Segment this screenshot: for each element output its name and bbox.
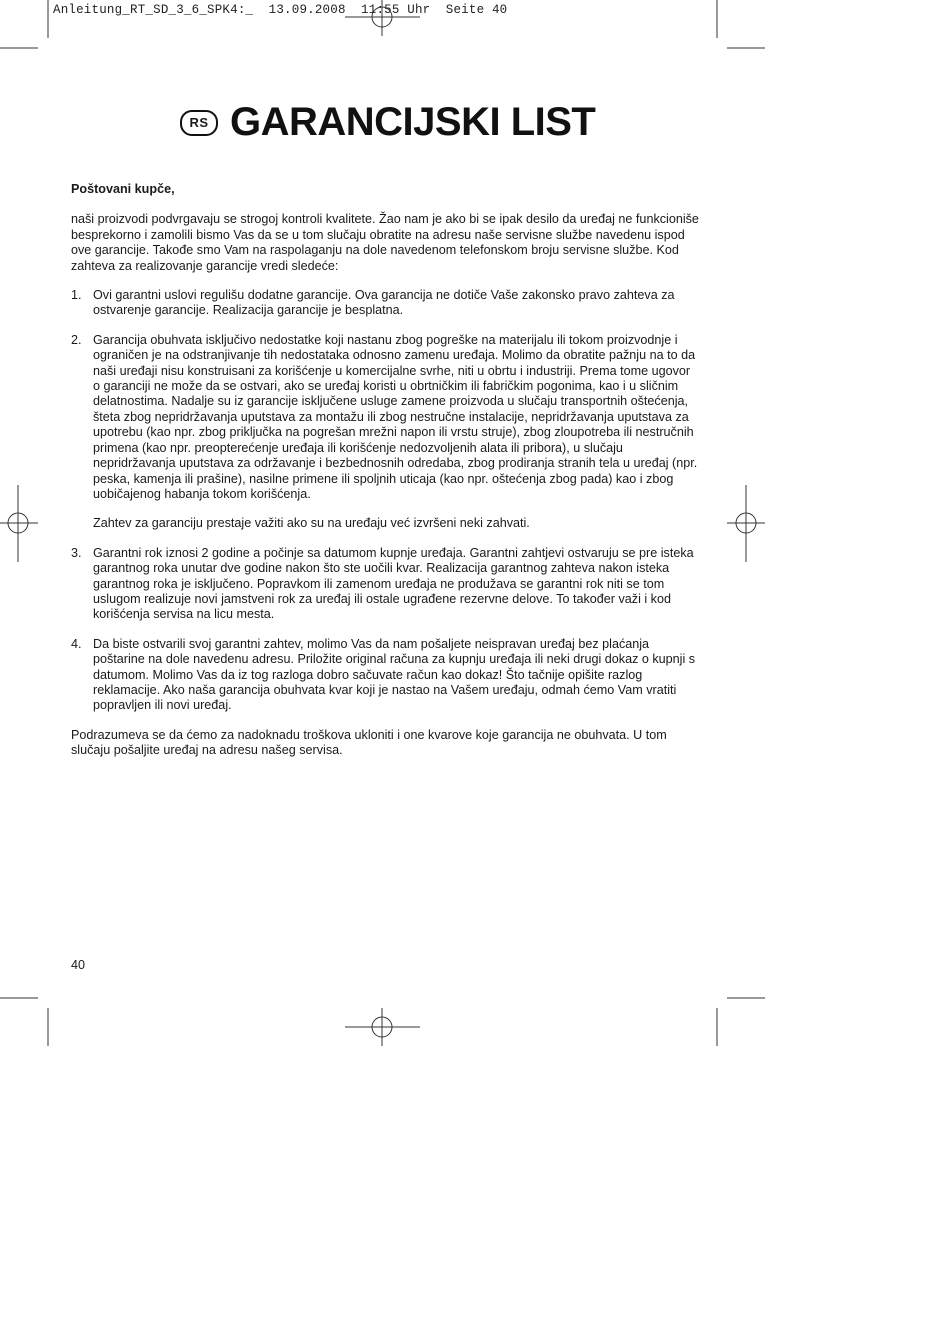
closing-paragraph: Podrazumeva se da ćemo za nadoknadu troškova ukloniti i one kvarove koje garancija ne obuhvata. U tom slučaju pošaljite uređaj na adresu našeg servisa. [71,727,667,758]
list-item-number: 2. [71,332,82,347]
title-block [180,100,595,145]
page-number: 40 [71,958,86,972]
list-item-text: Garancija obuhvata isključivo nedostatke koji nastanu zbog pogreške na materijalu ili tokom proizvodnje i ograničen je na odstranjivanje tih nedostataka odnosno zamenu uređaja. Molimo da obratite pažnju na to da naši uređaji nisu konstruisani za korišćenje u komercijalne svrhe, niti u obrtu i industriji. Prema tome ugovor o garanciji ne može da se ostvari, ako se uređaj koristi u obrtničkim ili fabričkim pogonima, kao i u sličnim delatnostima. Nadalje su iz garancije isključene usluge zamene proizvoda u slučaju transportnih oštećenja, šteta zbog nepridržavanja uputstava za montažu ili zbog nestručne instalacije, nepridržavanja uputstava za upotrebu (kao npr. zbog priključka na pogrešan mrežni napon ili vrstu struje), zbog zloupotreba ili nestručnih primena (kao npr. preopterećenje uređaja ili korišćenje nedozvoljenih alata ili pribora), u slučaju nepridržavanja uputstava za održavanje i bezbednosnih odredaba, zbog prodiranja stranih tela u uređaj (npr. peska, kamenja ili prašine), nasilne primene ili spoljnih uticaja (kao npr. oštećenja zbog pada) kao i zbog uobičajenog habanja tokom korišćenja. [93,332,698,501]
page-title: GARANCIJSKI LIST [230,100,596,144]
list-item-text: Zahtev za garanciju prestaje važiti ako su na uređaju već izvršeni neki zahvati. [93,516,530,531]
list-item-text: Da biste ostvarili svoj garantni zahtev, molimo Vas da nam pošaljete neispravan uređaj bez plaćanja poštarine na dole navedenu adresu. Priložite original računa za kupnju uređaja ili neki drugi dokaz o kupnji s datumom. Molimo Vas da iz tog razloga dobro sačuvate račun kao dokaz! Što tačnije opišite razlog reklamacije. Ako naša garancija obuhvata kvar koji je nastao na Vašem uređaju, odmah ćemo Vam vratiti popravljen ili novi uređaj. [93,636,696,713]
list-item [71,288,699,319]
warranty-text [71,182,699,773]
list-item [71,333,699,532]
list-item-text: Garantni rok iznosi 2 godine a počinje sa datumom kupnje uređaja. Garantni zahtjevi ostvaruju se pre isteka garantnog roka unutar dve godine nakon što ste uočili kvar. Realizacija garantnog zahteva nakon isteka garantnog roka je isključeno. Popravkom ili zamenom uređaja ne produžava se garantni rok niti se tom uslugom realizuje novi jamstveni rok za uređaj ili ostale ugrađene rezervne delove. To također važi i kod korišćenja servisa na licu mesta. [93,545,694,622]
list-item-number: 1. [71,288,82,303]
print-slug: Anleitung_RT_SD_3_6_SPK4:_ 13.09.2008 11:55 Uhr Seite 40 [53,3,508,17]
intro-paragraph: naši proizvodi podvrgavaju se strogoj kontroli kvalitete. Žao nam je ako bi se ipak desilo da uređaj ne funkcioniše besprekorno i zamolili bismo Vas da se u tom slučaju obratite na adresu naše servisne službe navedenu ispod ove garancije. Takođe smo Vam na raspolaganju na dole navedenom telefonskom broju servisne službe. Kod zahteva za realizovanje garancije vredi sledeće: [71,212,699,273]
list-item [71,546,699,623]
list-item [71,637,699,714]
list-item-number: 4. [71,636,82,651]
salutation: Poštovani kupče, [71,182,175,196]
list-item-number: 3. [71,545,82,560]
country-badge: RS [180,110,218,136]
list-item-text: Ovi garantni uslovi regulišu dodatne garancije. Ova garancija ne dotiče Vaše zakonsko pravo zahteva za ostvarenje garancije. Realizacija garancije je besplatna. [93,288,675,318]
